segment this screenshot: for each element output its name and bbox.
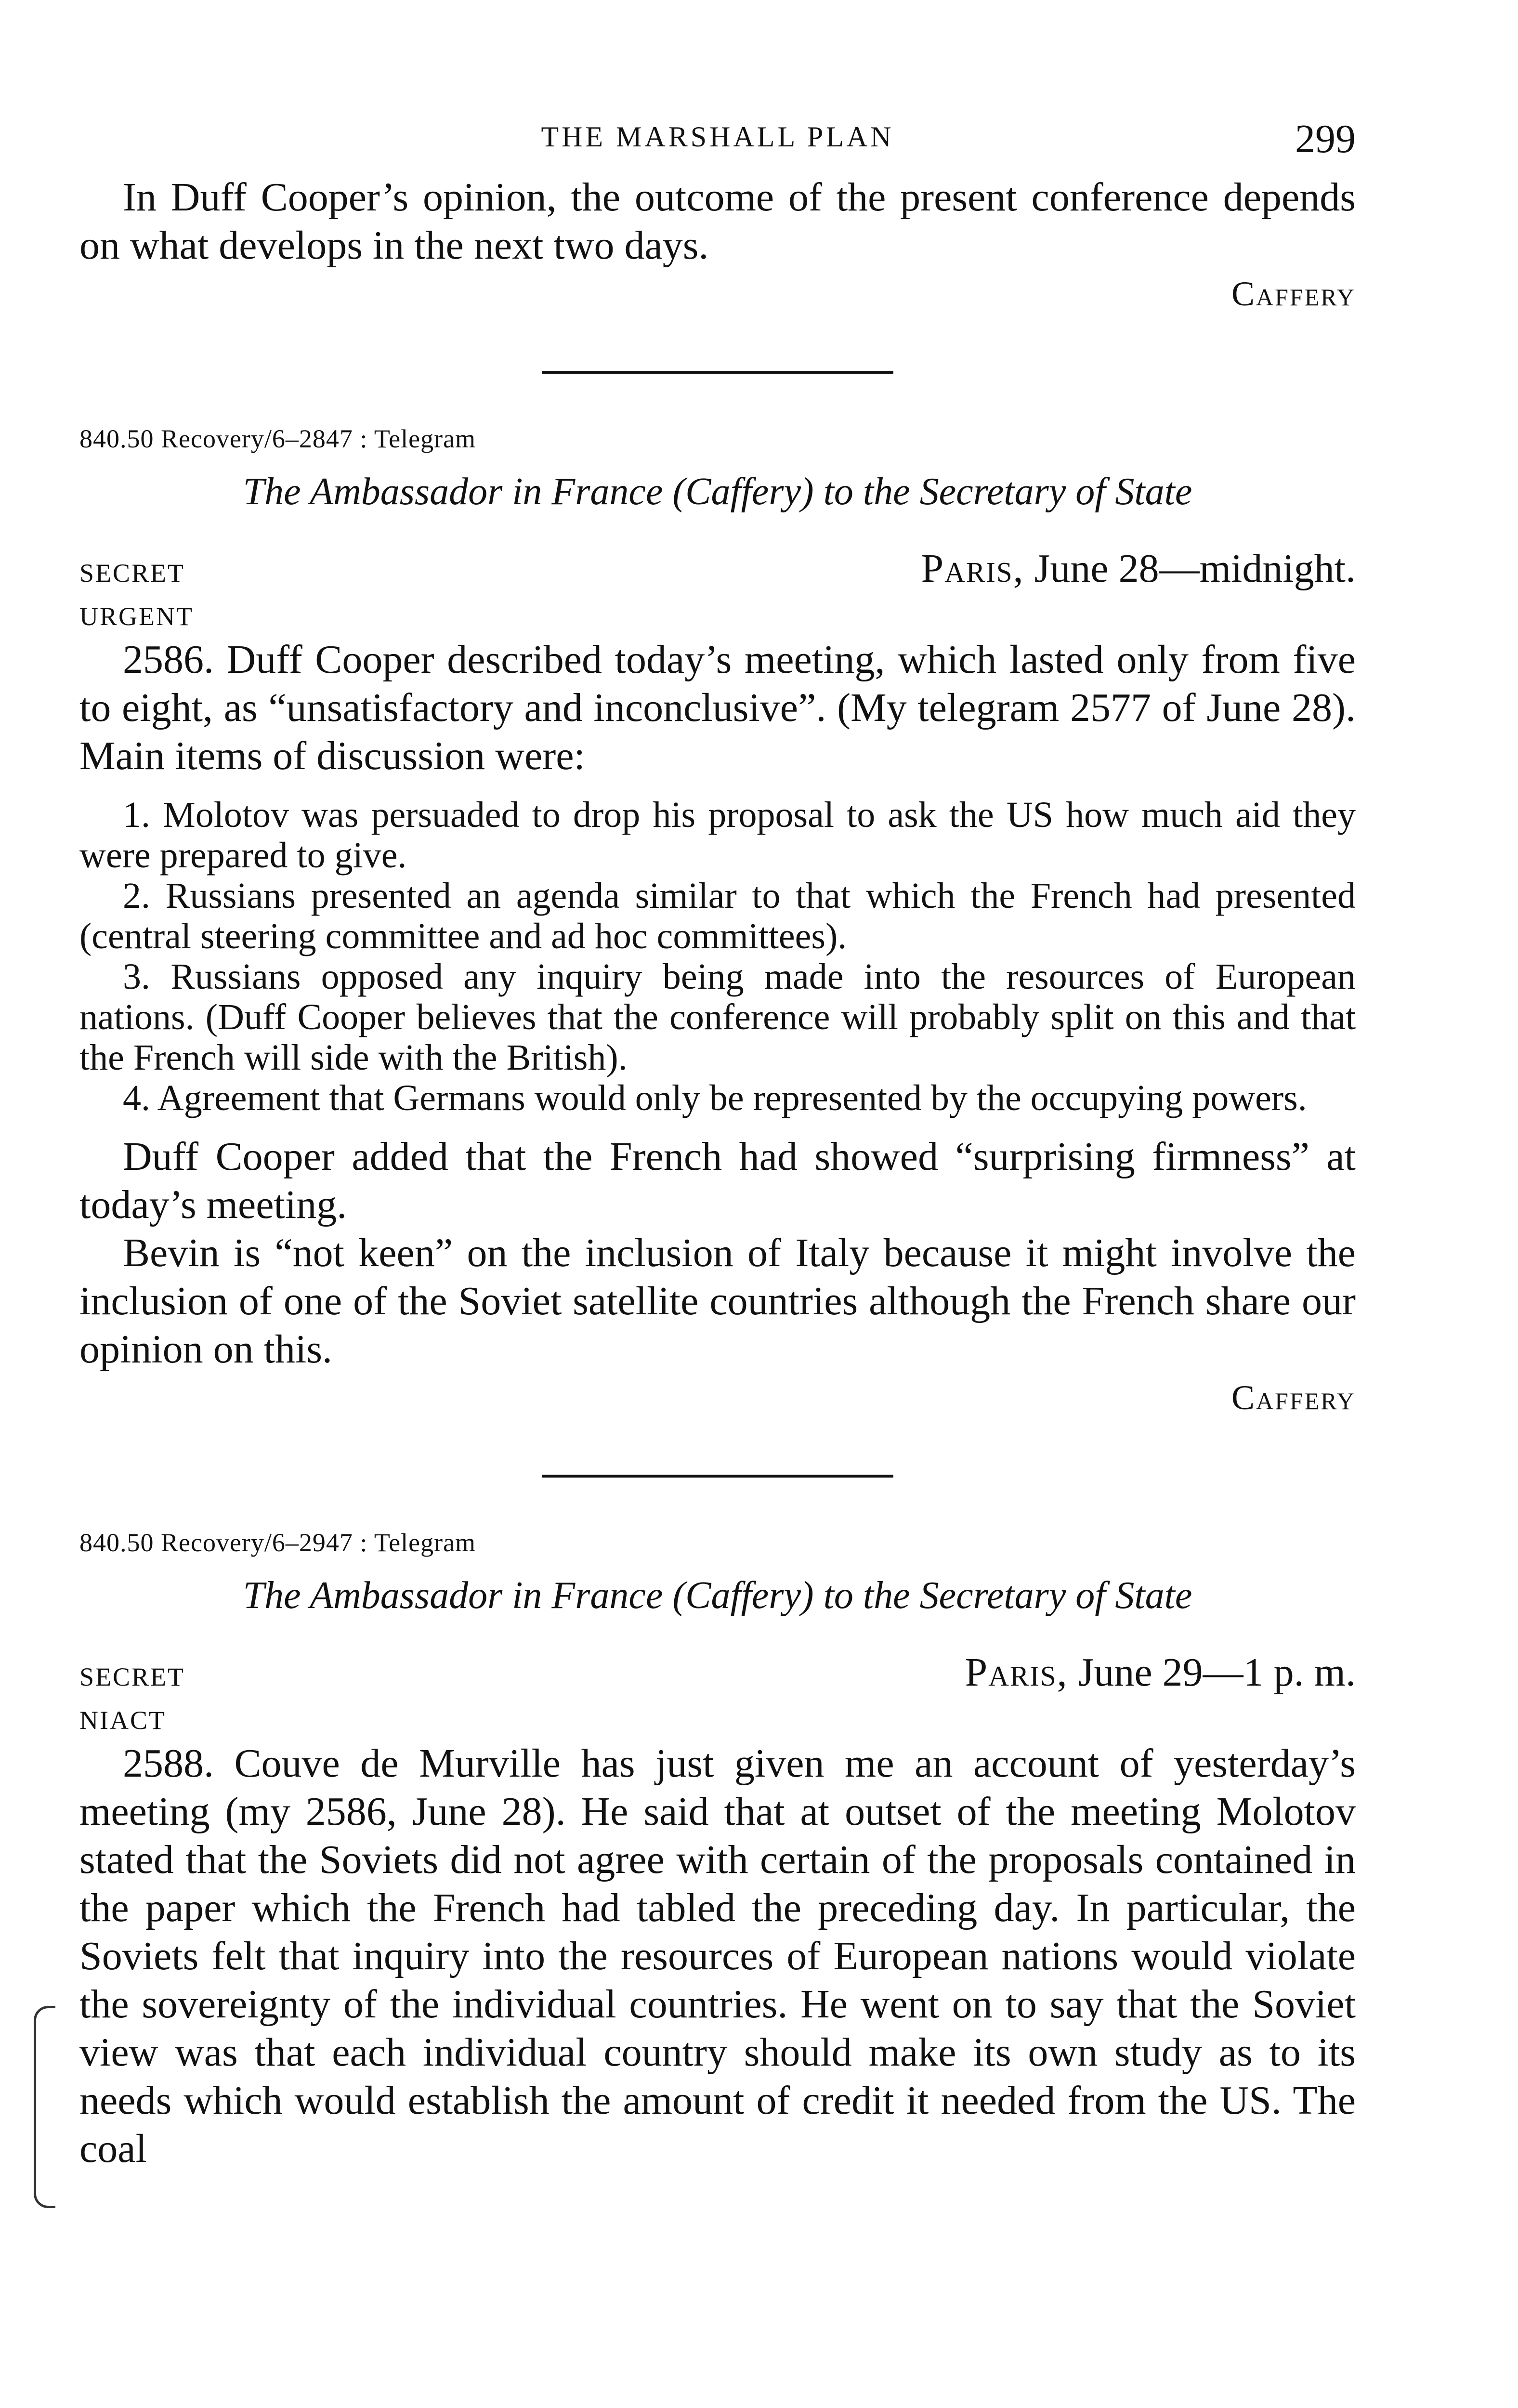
intro-paragraph: In Duff Cooper’s opinion, the outcome of the present conference depends on what develops in the next two days. bbox=[79, 175, 1356, 268]
body-paragraph: Bevin is “not keen” on the inclusion of Italy because it might involve the inclusion of one of the Soviet satellite countries although the French share our opinion on this. bbox=[79, 1230, 1356, 1372]
telegram-2588 bbox=[79, 1526, 1356, 2173]
classification-label: SECRET bbox=[79, 1662, 185, 1691]
list-item: 2. Russians presented an agenda similar to that which the French had presented (central steering committee and ad hoc committees). bbox=[79, 876, 1356, 956]
running-head bbox=[79, 117, 1356, 173]
dateline-place: Paris, bbox=[965, 1650, 1068, 1695]
precedence-label: NIACT bbox=[79, 1706, 166, 1735]
telegram-signature: Caffery bbox=[1231, 1378, 1356, 1417]
telegram-opening: 2588. Couve de Murville has just given me an account of yesterday’s meeting (my 2586, June 28). He said that at outset of the meeting Molotov stated that the Soviets did not agree with certain of the proposals contained in the paper which the French had tabled the preceding day. In particular, the Soviets felt that inquiry into the resources of European nations would violate the sovereignty of the individual countries. He went on to say that the Soviet view was that each individual country should make its own study as to its needs which would establish the amount of credit it needed from the US. The coal bbox=[79, 1741, 1356, 2171]
document-title: The Ambassador in France (Caffery) to the Secretary of State bbox=[243, 1574, 1192, 1617]
dateline-date: June 29—1 p. m. bbox=[1068, 1650, 1356, 1695]
dateline bbox=[965, 1649, 1356, 1697]
dateline-place: Paris, bbox=[921, 546, 1024, 591]
list-item: 3. Russians opposed any inquiry being made into the resources of European nations. (Duff Cooper believes that the conference will probably split on this and that the French will side with the British). bbox=[79, 956, 1356, 1078]
running-title: THE MARSHALL PLAN bbox=[541, 121, 894, 153]
discussion-items bbox=[79, 795, 1356, 1118]
telegram-header bbox=[79, 1649, 1356, 1701]
intro-signature: Caffery bbox=[1231, 275, 1356, 313]
file-reference: 840.50 Recovery/6–2947 : Telegram bbox=[79, 1528, 476, 1557]
telegram-header bbox=[79, 545, 1356, 597]
dateline bbox=[921, 545, 1356, 593]
body-paragraph: Duff Cooper added that the French had showed “surprising firmness” at today’s meeting. bbox=[79, 1134, 1356, 1227]
document-page bbox=[79, 117, 1356, 2173]
telegram-2586 bbox=[79, 422, 1356, 1422]
list-item: 4. Agreement that Germans would only be represented by the occupying powers. bbox=[123, 1078, 1307, 1118]
classification-label: SECRET bbox=[79, 559, 185, 588]
page-number: 299 bbox=[1295, 117, 1356, 161]
section-divider bbox=[542, 1475, 893, 1478]
file-reference: 840.50 Recovery/6–2847 : Telegram bbox=[79, 424, 476, 453]
list-item: 1. Molotov was persuaded to drop his proposal to ask the US how much aid they were prepared to give. bbox=[79, 795, 1356, 876]
dateline-date: June 28—midnight. bbox=[1024, 546, 1356, 591]
precedence-label: URGENT bbox=[79, 602, 194, 631]
telegram-opening: 2586. Duff Cooper described today’s meeting, which lasted only from five to eight, as “unsatisfactory and inconclusive”. (My telegram 2577 of June 28). Main items of discussion were: bbox=[79, 637, 1356, 778]
document-title: The Ambassador in France (Caffery) to the Secretary of State bbox=[243, 471, 1192, 513]
section-divider bbox=[542, 371, 893, 374]
margin-bracket-mark bbox=[34, 2006, 55, 2208]
